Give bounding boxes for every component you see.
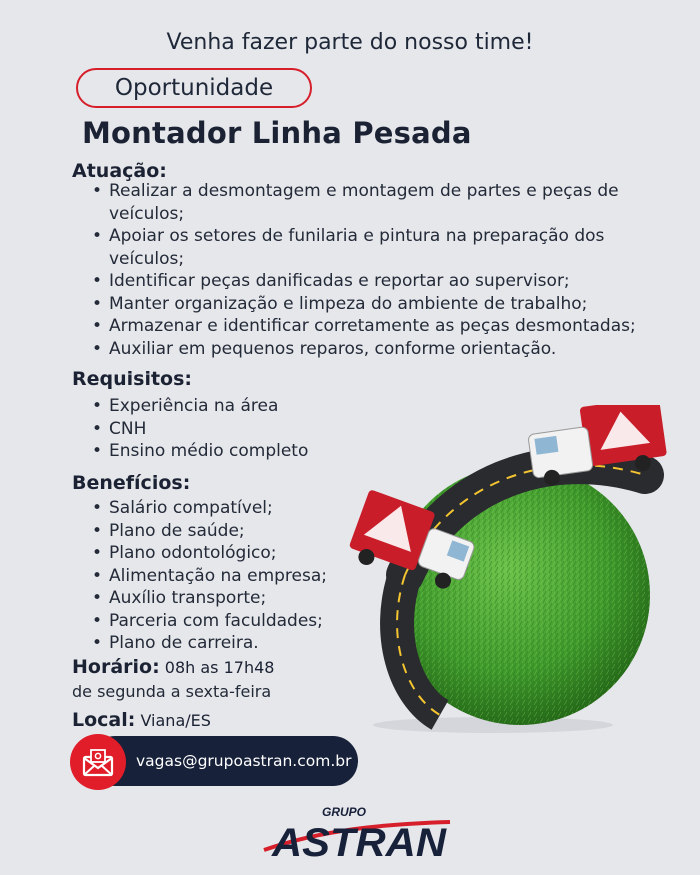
globe-trucks-illustration [345,405,675,735]
list-item: • CNH [92,418,352,441]
email-address[interactable]: vagas@grupoastran.com.br [136,752,352,770]
email-icon [81,747,115,777]
horario-days: de segunda a sexta-feira [72,682,272,701]
list-item: • Auxílio transporte; [92,587,357,610]
list-item: • Identificar peças danificadas e reportar ao supervisor; [92,270,682,293]
horario-row [72,656,274,678]
list-item: • Plano de carreira. [92,632,357,655]
beneficios-heading: Benefícios: [72,472,191,494]
tagline: Venha fazer parte do nosso time! [166,30,534,55]
list-item: • Auxiliar em pequenos reparos, conforme orientação. [92,338,682,361]
list-item: • Ensino médio completo [92,440,352,463]
horario-value: 08h as 17h48 [164,658,275,677]
opportunity-badge: Oportunidade [76,68,312,108]
list-item: • Plano odontológico; [92,542,357,565]
list-item: • Salário compatível; [92,497,357,520]
email-icon-circle [70,734,126,790]
local-row [72,709,211,731]
list-item: • Apoiar os setores de funilaria e pintura na preparação dos veículos; [92,225,682,270]
list-item: • Experiência na área [92,395,352,418]
requisitos-list [92,395,352,463]
requisitos-heading: Requisitos: [72,368,193,390]
job-title: Montador Linha Pesada [82,116,472,150]
list-item: • Alimentação na empresa; [92,565,357,588]
logo-large-text: ASTRAN [270,821,448,862]
list-item: • Armazenar e identificar corretamente as peças desmontadas; [92,315,682,338]
list-item: • Manter organização e limpeza do ambiente de trabalho; [92,293,682,316]
email-pill[interactable] [90,736,358,786]
grupo-astran-logo [262,800,452,862]
local-label: Local: [72,709,136,731]
list-item: • Realizar a desmontagem e montagem de partes e peças de veículos; [92,180,682,225]
beneficios-list [92,497,357,655]
list-item: • Plano de saúde; [92,520,357,543]
atuacao-list [92,180,682,360]
list-item: • Parceria com faculdades; [92,610,357,633]
atuacao-heading: Atuação: [72,160,167,182]
horario-label: Horário: [72,656,160,678]
logo-small-text: GRUPO [322,805,367,819]
local-value: Viana/ES [140,711,211,730]
